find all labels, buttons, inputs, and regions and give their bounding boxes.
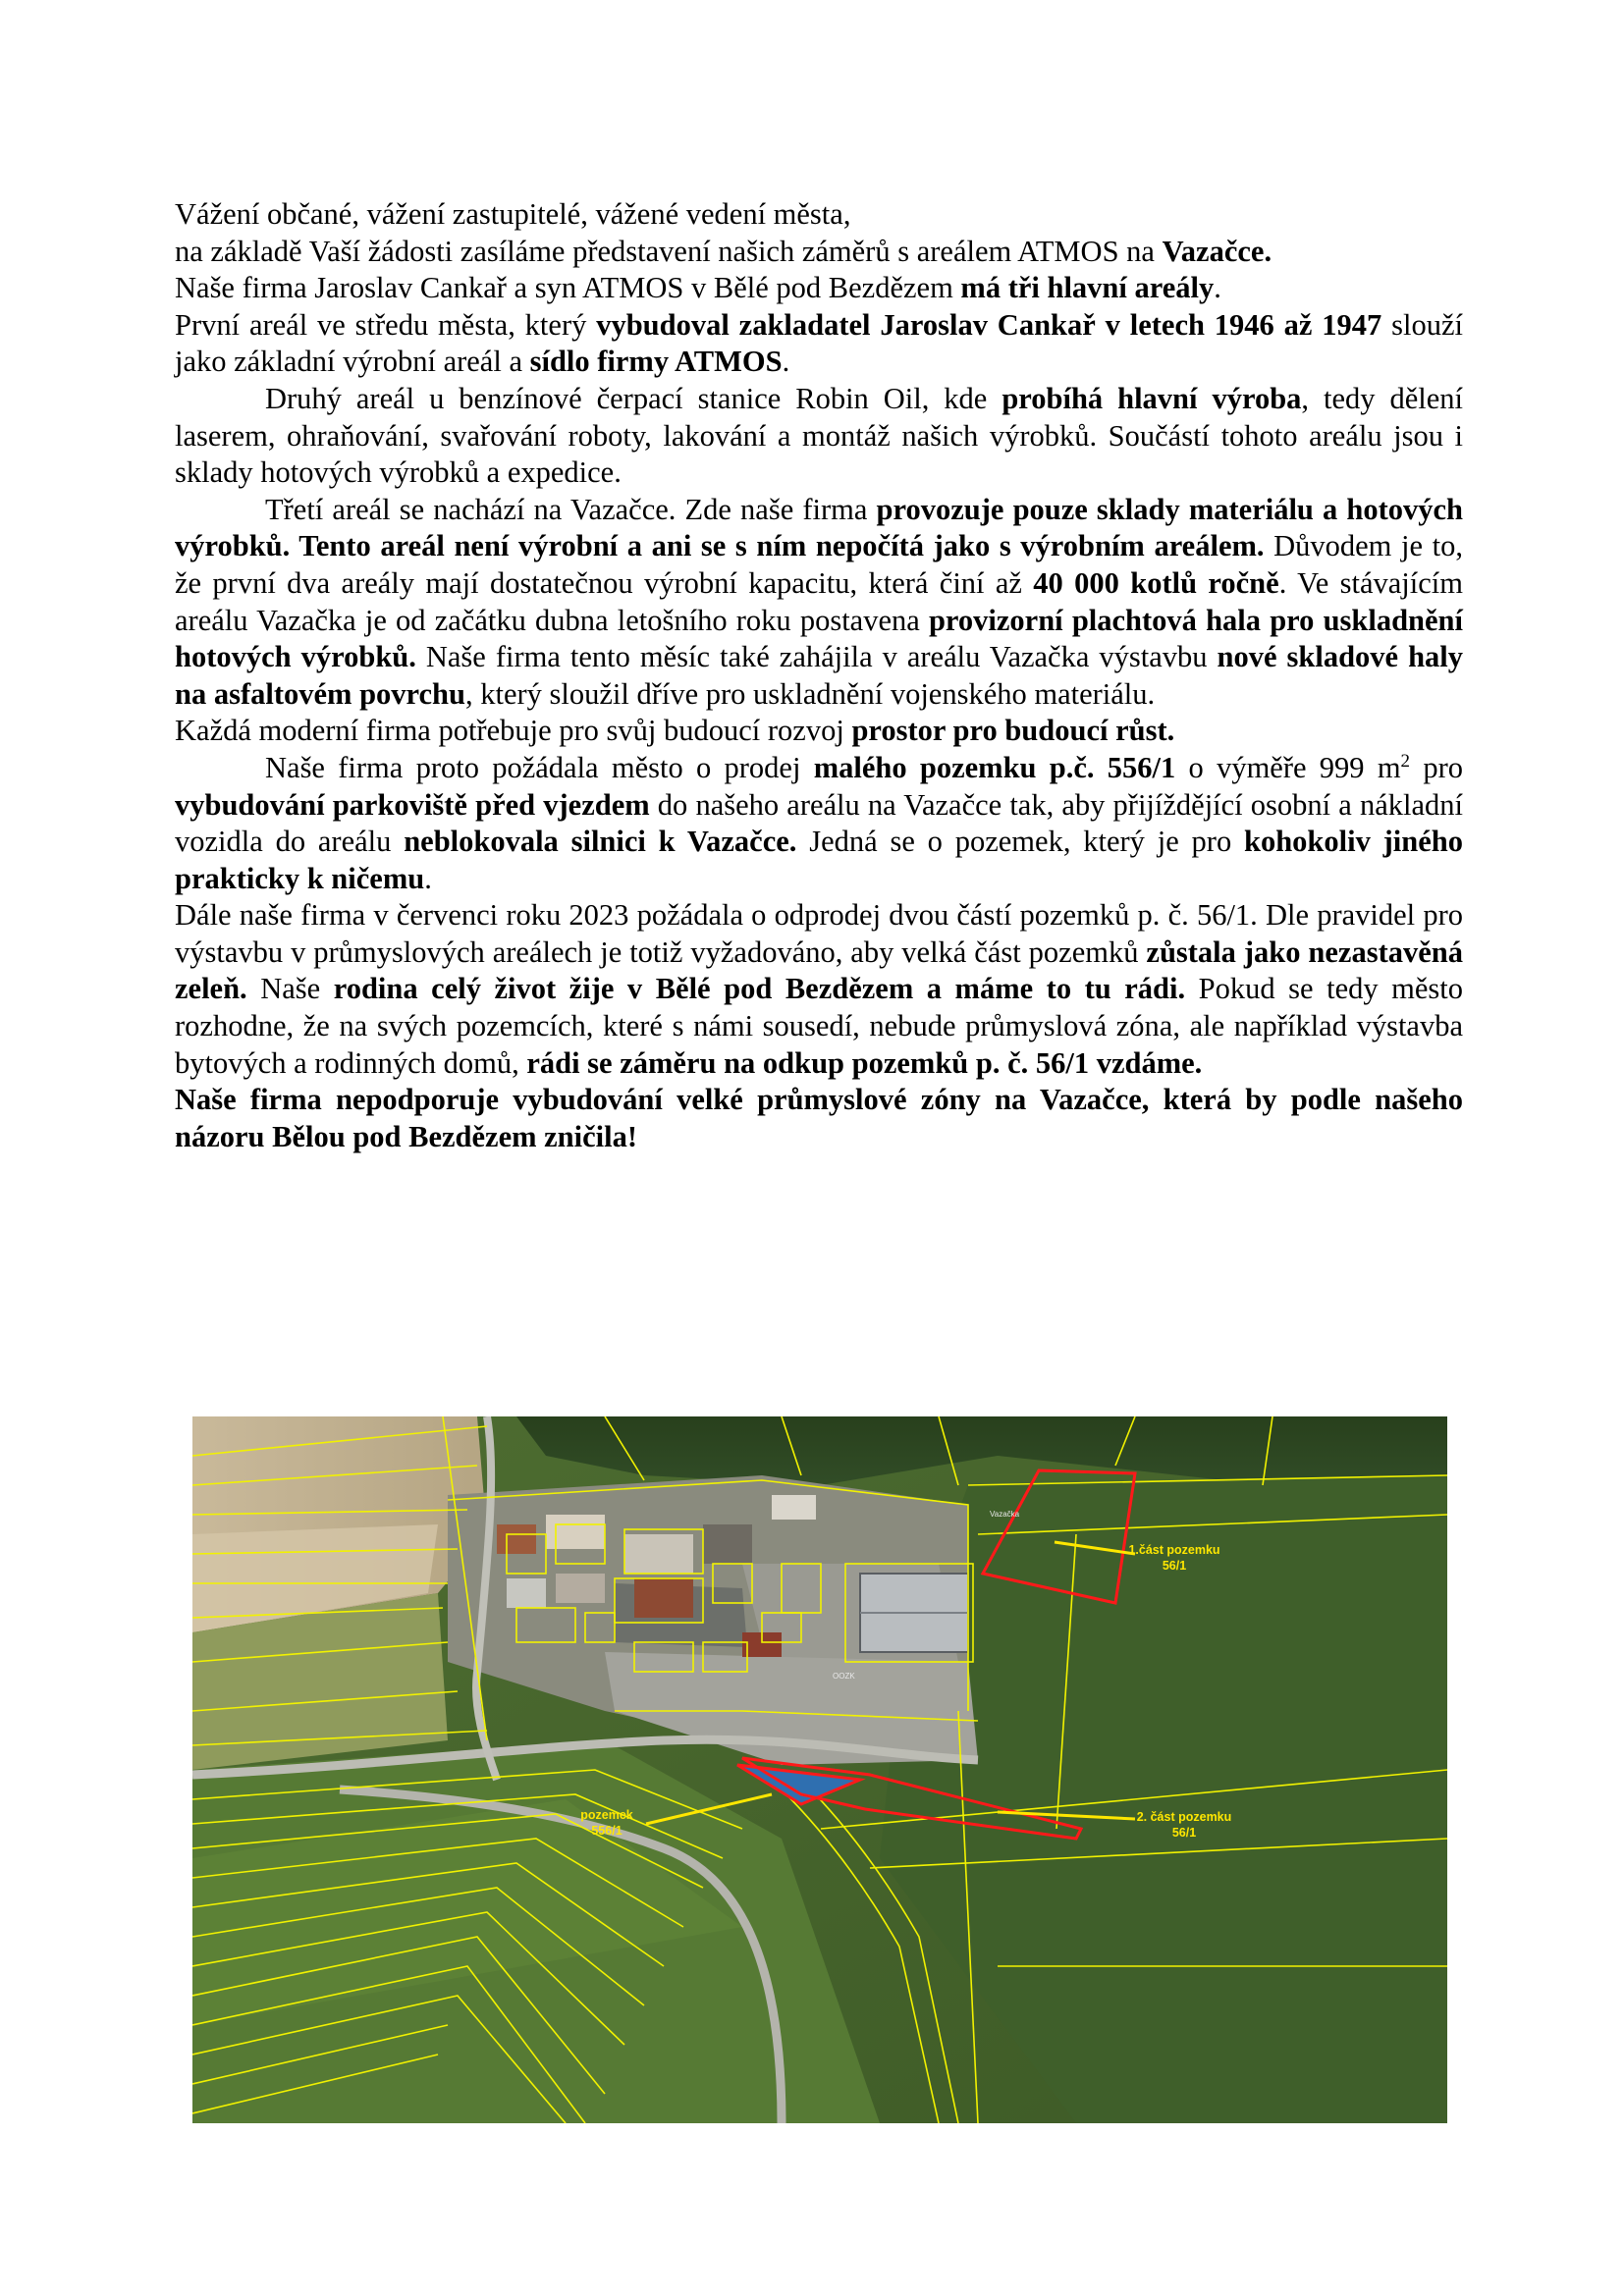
label-plot-line2: 556/1 [591,1824,623,1838]
third-bold-d: nové skladové haly na asfaltovém povrchu [175,640,1464,711]
third-text-b: Důvodem je to, že první dva areály mají dostatečnou výrobní kapacitu, která činí až [175,529,1463,600]
growth-bold: prostor pro budoucí růst. [851,714,1175,748]
parking-sup: 2 [1400,750,1411,772]
intro-bold: Vazačce. [1162,234,1272,268]
land-bold-b: rodina celý život žije v Bělé pod Bezdězem a máme to tu rádi. [333,972,1186,1006]
first-bold-b: sídlo firmy ATMOS [529,345,783,379]
areas-text: Naše firma Jaroslav Cankař a syn ATMOS v Bělé pod Bezdězem [175,271,961,305]
parking-bold-c: neblokovala silnici k Vazačce. [404,825,797,859]
building-4 [634,1578,693,1618]
second-bold: probíhá hlavní výroba [1001,381,1302,415]
parking-text-c: pro [1410,750,1463,784]
parking-bold-b: vybudování parkoviště před vjezdem [175,787,650,822]
label-part1-line1: 1.část pozemku [1128,1543,1220,1557]
second-text-b: , tedy dělení laserem, ohraňování, svařování roboty, lakování a montáž našich výrobků. Součástí tohoto areálu jsou i sklady hotových výrobků a expedice. [175,381,1463,490]
areas-end: . [1214,271,1221,305]
paragraph-third-area [175,492,1463,714]
land-text-a: Dále naše firma v červenci roku 2023 požádala o odprodej dvou částí pozemků p. č. 56/1. Dle pravidel pro výstavbu v průmyslových areálech je totiž vyžadováno, aby velká část pozemků [175,898,1463,969]
parking-text-a: Naše firma proto požádala město o prodej [265,750,814,784]
first-end: . [782,345,790,379]
third-bold-c: provizorní plachtová hala pro uskladnění hotových výrobků. [175,603,1463,674]
land-bold-a: zůstala jako nezastavěná zeleň. [175,934,1463,1006]
building-3 [624,1534,693,1574]
label-part1-line2: 56/1 [1162,1559,1187,1573]
aerial-map [192,1416,1447,2123]
label-oozk: OOZK [833,1672,855,1681]
land-text-b: Naše [246,972,334,1006]
first-bold-a: vybudoval zakladatel Jaroslav Cankař v letech 1946 až 1947 [596,307,1382,342]
third-bold-a: provozuje pouze sklady materiálu a hotových výrobků. Tento areál není výrobní a ani se s ním nepočítá jako s výrobním areálem. [175,492,1463,563]
letter-body [175,196,1463,1155]
label-part2-line1: 2. část pozemku [1136,1810,1232,1824]
parking-text-b: o výměře 999 m [1175,750,1401,784]
building-2 [546,1515,605,1549]
paragraph-parking [175,750,1463,897]
building-5 [556,1574,605,1603]
first-text-a: První areál ve středu města, který [175,307,597,342]
first-text-b: slouží jako základní výrobní areál a [175,307,1463,379]
land-bold-c: rádi se záměru na odkup pozemků p. č. 56/1 vzdáme. [526,1045,1203,1080]
greeting: Vážení občané, vážení zastupitelé, vážené vedení města, [175,197,851,231]
areas-bold: má tři hlavní areály [960,271,1215,305]
parking-bold-d: kohokoliv jiného prakticky k ničemu [175,825,1463,895]
building-6 [507,1578,546,1608]
label-plot-line1: pozemek [580,1808,633,1822]
land-text-c: Pokud se tedy město rozhodne, že na svých pozemcích, které s námi sousedí, nebude průmyslová zóna, ale například výstavba bytových a rodinných domů, [175,972,1463,1080]
paragraph-land [175,897,1463,1082]
paragraph-second-area [175,381,1463,492]
building-8 [772,1495,816,1520]
parking-text-d: do našeho areálu na Vazačce tak, aby přijíždějící osobní a nákladní vozidla do areálu [175,787,1463,859]
paragraph-intro [175,234,1463,271]
third-text-a: Třetí areál se nachází na Vazačce. Zde naše firma [265,492,877,526]
paragraph-conclusion [175,1082,1463,1155]
paragraph-first-area [175,307,1463,381]
third-bold-b: 40 000 kotlů ročně [1033,565,1279,600]
parking-text-e: Jedná se o pozemek, který je pro [796,825,1244,859]
paragraph-areas [175,270,1463,307]
third-text-c: . Ve stávajícím areálu Vazačka je od začátku dubna letošního roku postavena [175,565,1463,637]
second-text-a: Druhý areál u benzínové čerpací stanice Robin Oil, kde [265,381,1002,415]
building-1 [497,1524,536,1554]
parking-end: . [424,861,432,895]
intro-text: na základě Vaší žádosti zasíláme představení našich záměrů s areálem ATMOS na [175,234,1163,268]
aerial-map-svg [192,1416,1447,2123]
conclusion-bold: Naše firma nepodporuje vybudování velké průmyslové zóny na Vazačce, která by podle našeho názoru Bělou pod Bezdězem zničila! [175,1083,1463,1153]
parking-bold-a: malého pozemku p.č. 556/1 [813,750,1176,784]
growth-text: Každá moderní firma potřebuje pro svůj budoucí rozvoj [175,714,852,748]
third-text-e: , který sloužil dříve pro uskladnění vojenského materiálu. [464,676,1156,711]
third-text-d: Naše firma tento měsíc také zahájila v areálu Vazačka výstavbu [415,640,1218,674]
building-7 [703,1524,752,1564]
label-part2-line2: 56/1 [1171,1826,1197,1840]
label-vazacka: Vazačka [990,1510,1020,1519]
paragraph-growth [175,713,1463,750]
